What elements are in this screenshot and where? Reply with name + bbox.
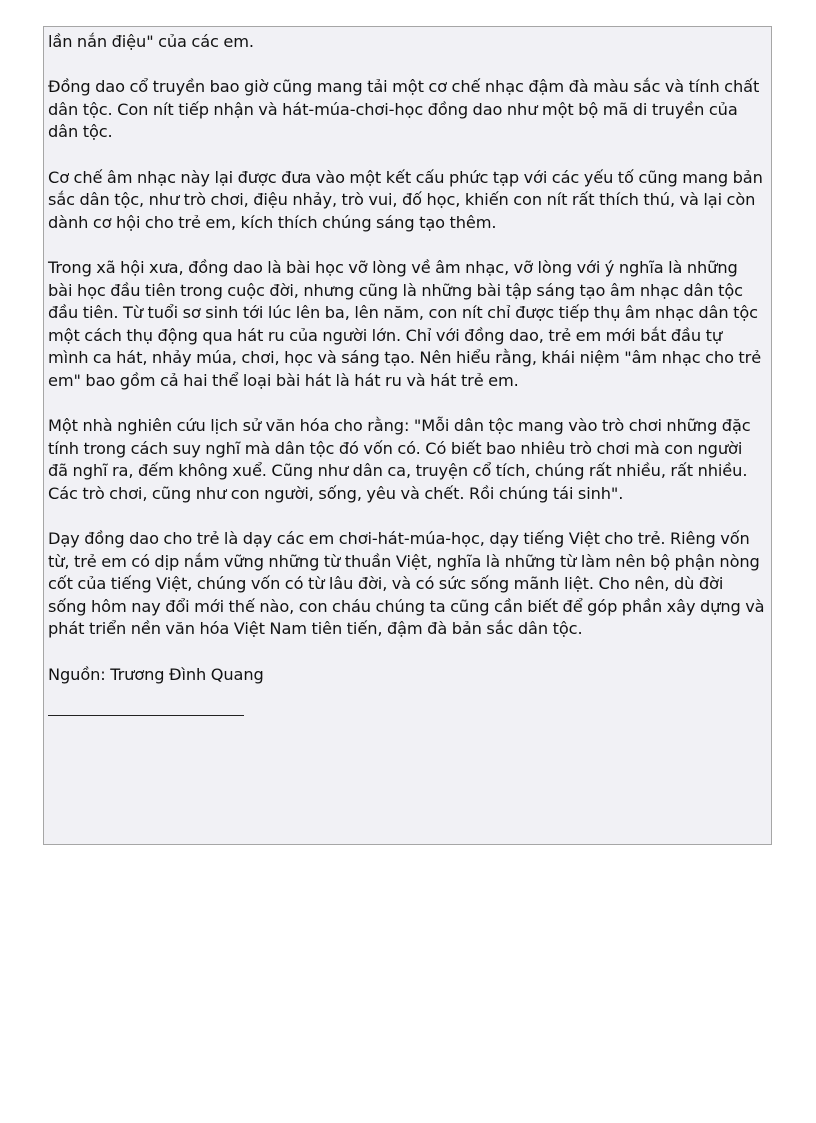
article-content-box: [43, 26, 772, 845]
paragraph-folk-song-tradition: Đồng dao cổ truyền bao giờ cũng mang tải một cơ chế nhạc đậm đà màu sắc và tính chất dân tộc. Con nít tiếp nhận và hát-múa-chơi-học đồng dao như một bộ mã di truyền của dân tộc.: [48, 77, 760, 142]
paragraph-teaching-children: Dạy đồng dao cho trẻ là dạy các em chơi-hát-múa-học, dạy tiếng Việt cho trẻ. Riêng vốn từ, trẻ em có dịp nắm vững những từ thuần Việt, nghĩa là những từ làm nên bộ phận nòng cốt của tiếng Việt, chúng vốn có từ lâu đời, và có sức sống mãnh liệt. Cho nên, dù đời sống hôm nay đổi mới thế nào, con cháu chúng ta cũng cần biết để góp phần xây dựng và phát triển nền văn hóa Việt Nam tiên tiến, đậm đà bản sắc dân tộc.: [48, 529, 765, 639]
paragraph-music-mechanism: Cơ chế âm nhạc này lại được đưa vào một kết cấu phức tạp với các yếu tố cũng mang bản sắc dân tộc, như trò chơi, điệu nhảy, trò vui, đố học, khiến con nít rất thích thú, và lại còn dành cơ hội cho trẻ em, kích thích chúng sáng tạo thêm.: [48, 167, 763, 232]
footnote-divider: [48, 715, 244, 716]
paragraph-continuation: lần nắn điệu" của các em.: [48, 32, 254, 51]
paragraph-researcher-quote: Một nhà nghiên cứu lịch sử văn hóa cho rằng: "Mỗi dân tộc mang vào trò chơi những đặc tính trong cách suy nghĩ mà dân tộc đó vốn có. Có biết bao nhiêu trò chơi mà con người đã nghĩ ra, đếm không xuể. Cũng như dân ca, truyện cổ tích, chúng rất nhiều, rất nhiều. Các trò chơi, cũng như con người, sống, yêu và chết. Rồi chúng tái sinh".: [48, 416, 751, 503]
source-credit: Nguồn: Trương Đình Quang: [48, 664, 264, 684]
paragraph-old-society: Trong xã hội xưa, đồng dao là bài học vỡ lòng về âm nhạc, vỡ lòng với ý nghĩa là những bài học đầu tiên trong cuộc đời, nhưng cũng là những bài tập sáng tạo âm nhạc dân tộc đầu tiên. Từ tuổi sơ sinh tới lúc lên ba, lên năm, con nít chỉ được tiếp thụ âm nhạc dân tộc một cách thụ động qua hát ru của người lớn. Chỉ với đồng dao, trẻ em mới bắt đầu tự mình ca hát, nhảy múa, chơi, học và sáng tạo. Nên hiểu rằng, khái niệm "âm nhạc cho trẻ em" bao gồm cả hai thể loại bài hát là hát ru và hát trẻ em.: [48, 257, 762, 390]
